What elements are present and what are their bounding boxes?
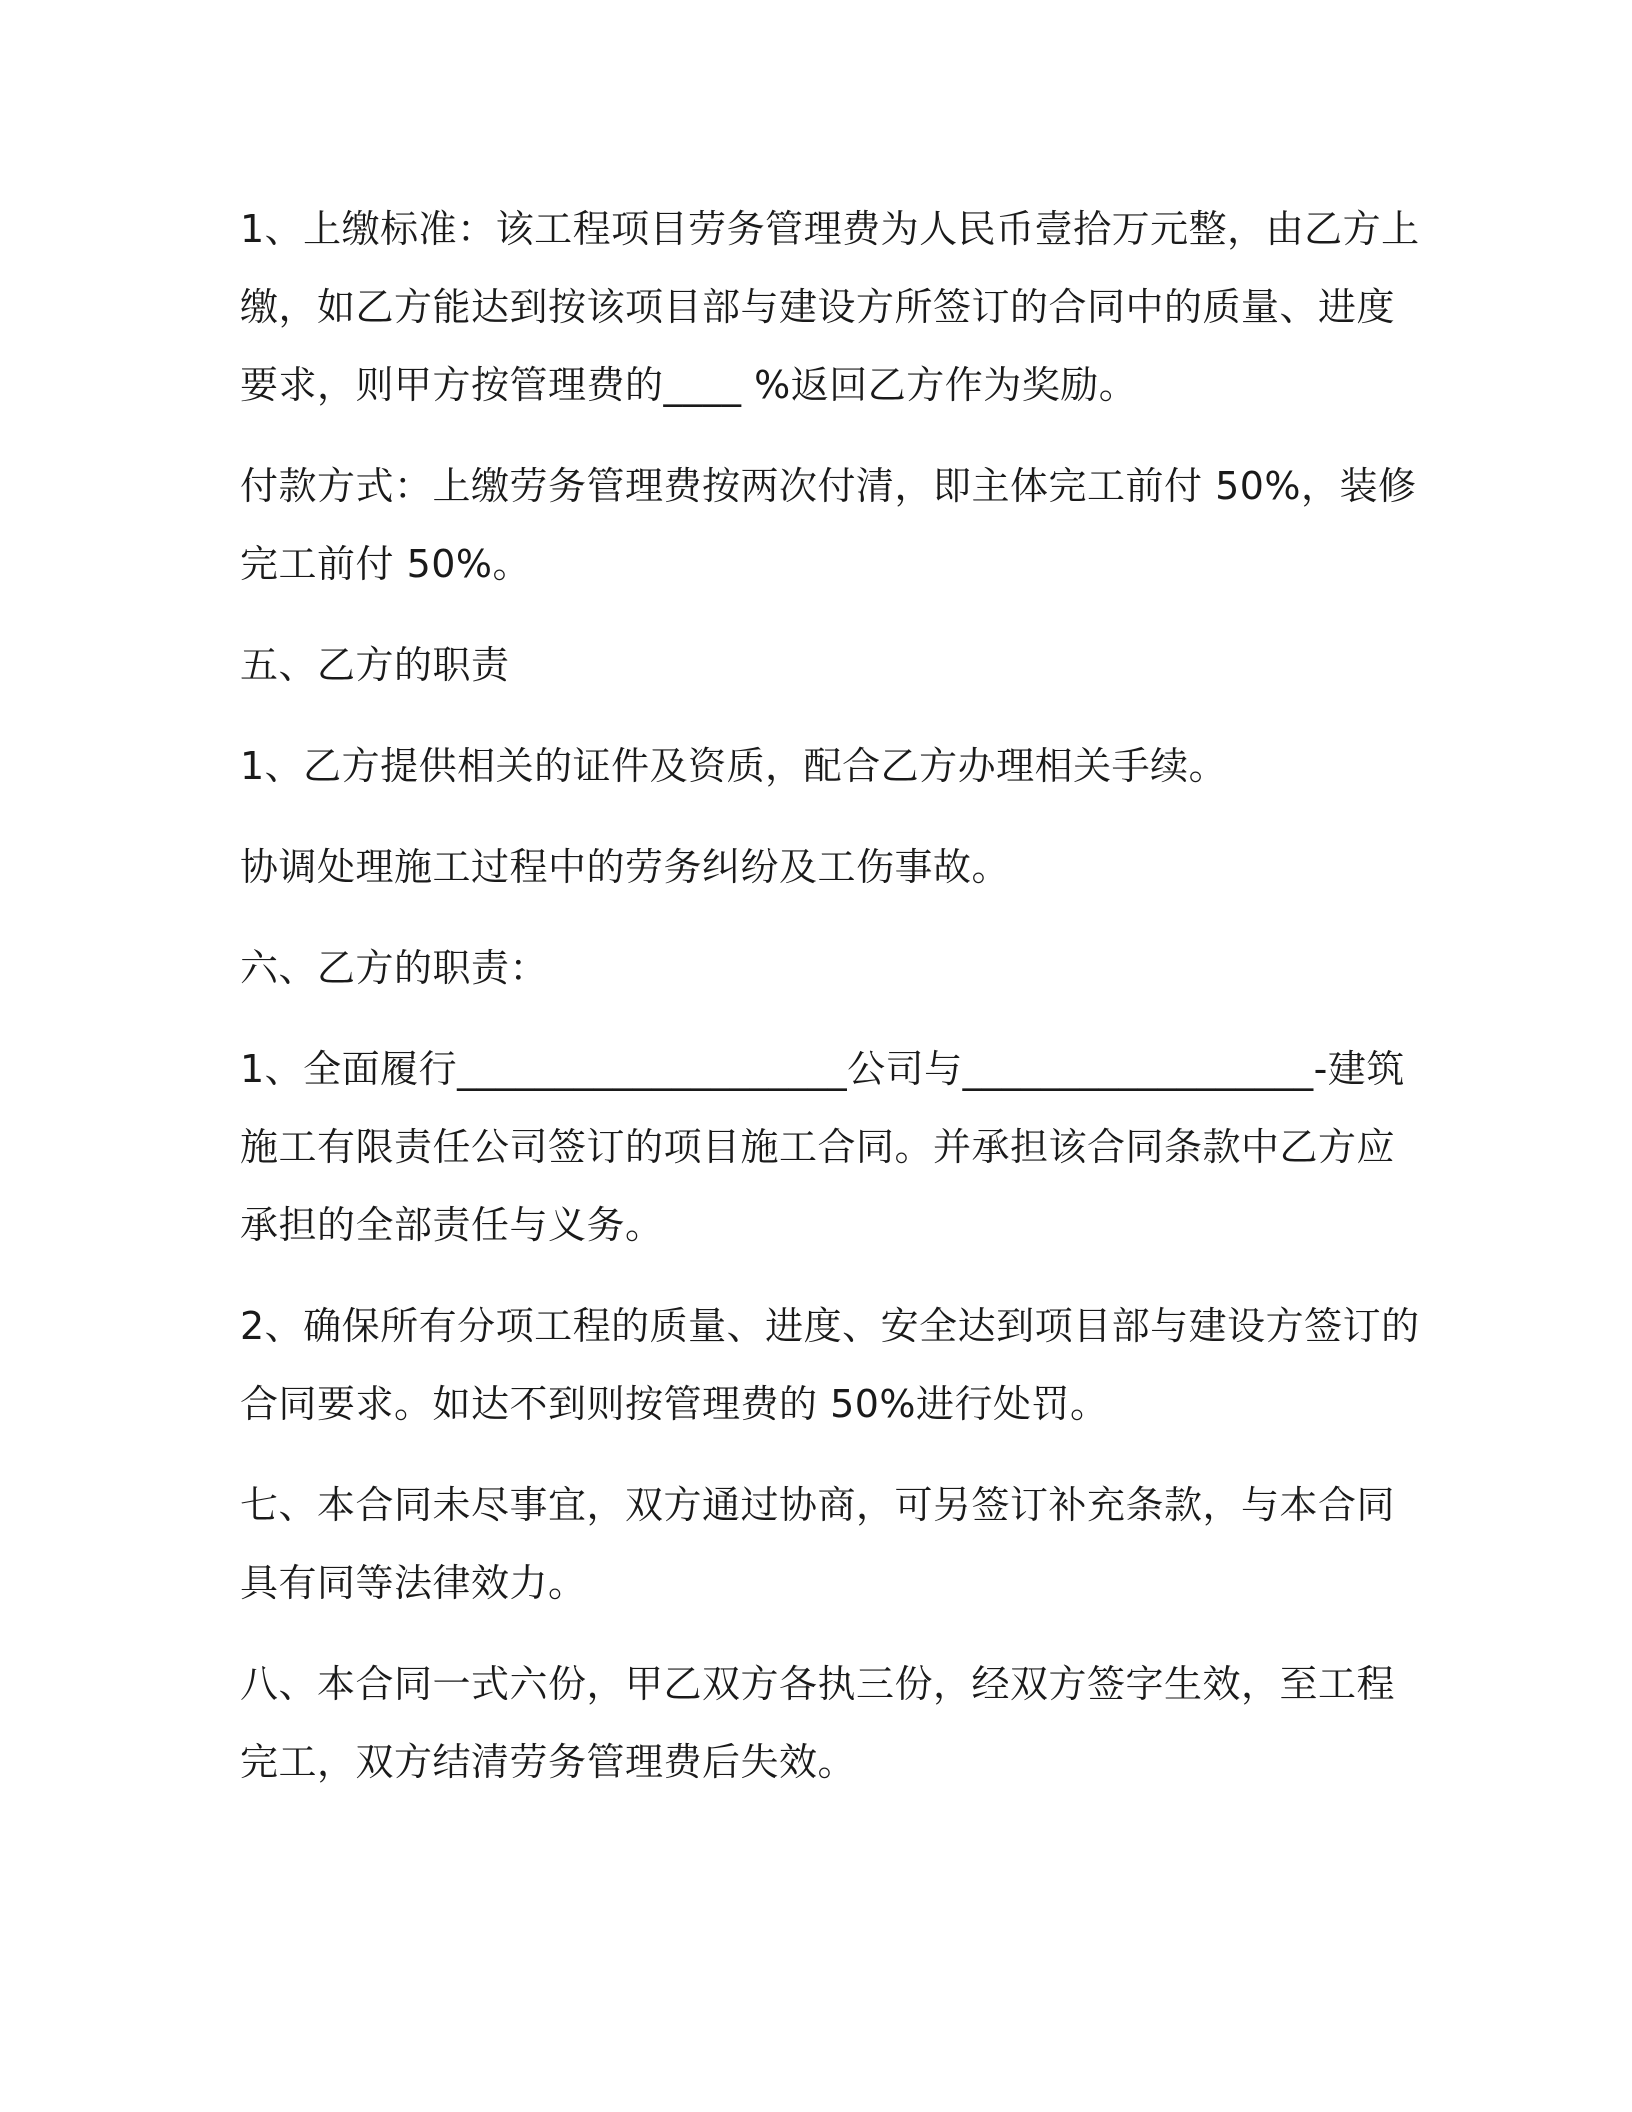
document-body xyxy=(240,190,1420,1824)
text-line: 合同要求。如达不到则按管理费的 50%进行处罚。 xyxy=(240,1382,1109,1426)
section-7 xyxy=(240,1466,1396,1622)
paragraph-payment-standard xyxy=(240,190,1420,424)
text-line: 2、确保所有分项工程的质量、进度、安全达到项目部与建设方签订的 xyxy=(240,1304,1420,1348)
text-line: 承担的全部责任与义务。 xyxy=(240,1203,664,1247)
paragraph-duty-6-2 xyxy=(240,1287,1420,1443)
section-heading-5 xyxy=(240,626,1380,704)
text-line: 协调处理施工过程中的劳务纠纷及工伤事故。 xyxy=(240,845,1011,889)
heading-text: 六、乙方的职责： xyxy=(240,946,549,990)
section-heading-6 xyxy=(240,929,1380,1007)
text-line: 七、本合同未尽事宜，双方通过协商，可另签订补充条款，与本合同 xyxy=(240,1483,1396,1527)
paragraph-duty-5-1 xyxy=(240,727,1380,805)
heading-text: 五、乙方的职责 xyxy=(240,643,510,687)
paragraph-duty-5-2 xyxy=(240,828,1380,906)
text-line: 1、全面履行____________________公司与__________________-建筑 xyxy=(240,1047,1405,1091)
text-line: 1、乙方提供相关的证件及资质，配合乙方办理相关手续。 xyxy=(240,744,1228,788)
text-line: 八、本合同一式六份，甲乙双方各执三份，经双方签字生效，至工程 xyxy=(240,1662,1396,1706)
paragraph-payment-method xyxy=(240,447,1417,603)
text-line: 缴，如乙方能达到按该项目部与建设方所签订的合同中的质量、进度 xyxy=(240,285,1396,329)
text-line: 完工，双方结清劳务管理费后失效。 xyxy=(240,1740,857,1784)
text-line: 施工有限责任公司签订的项目施工合同。并承担该合同条款中乙方应 xyxy=(240,1125,1396,1169)
text-line: 要求，则甲方按管理费的____ %返回乙方作为奖励。 xyxy=(240,363,1138,407)
section-8 xyxy=(240,1645,1396,1801)
text-line: 具有同等法律效力。 xyxy=(240,1561,587,1605)
text-line: 完工前付 50%。 xyxy=(240,542,532,586)
paragraph-duty-6-1 xyxy=(240,1030,1405,1264)
text-line: 1、上缴标准：该工程项目劳务管理费为人民币壹拾万元整，由乙方上 xyxy=(240,207,1420,251)
text-line: 付款方式：上缴劳务管理费按两次付清，即主体完工前付 50%，装修 xyxy=(240,464,1417,508)
